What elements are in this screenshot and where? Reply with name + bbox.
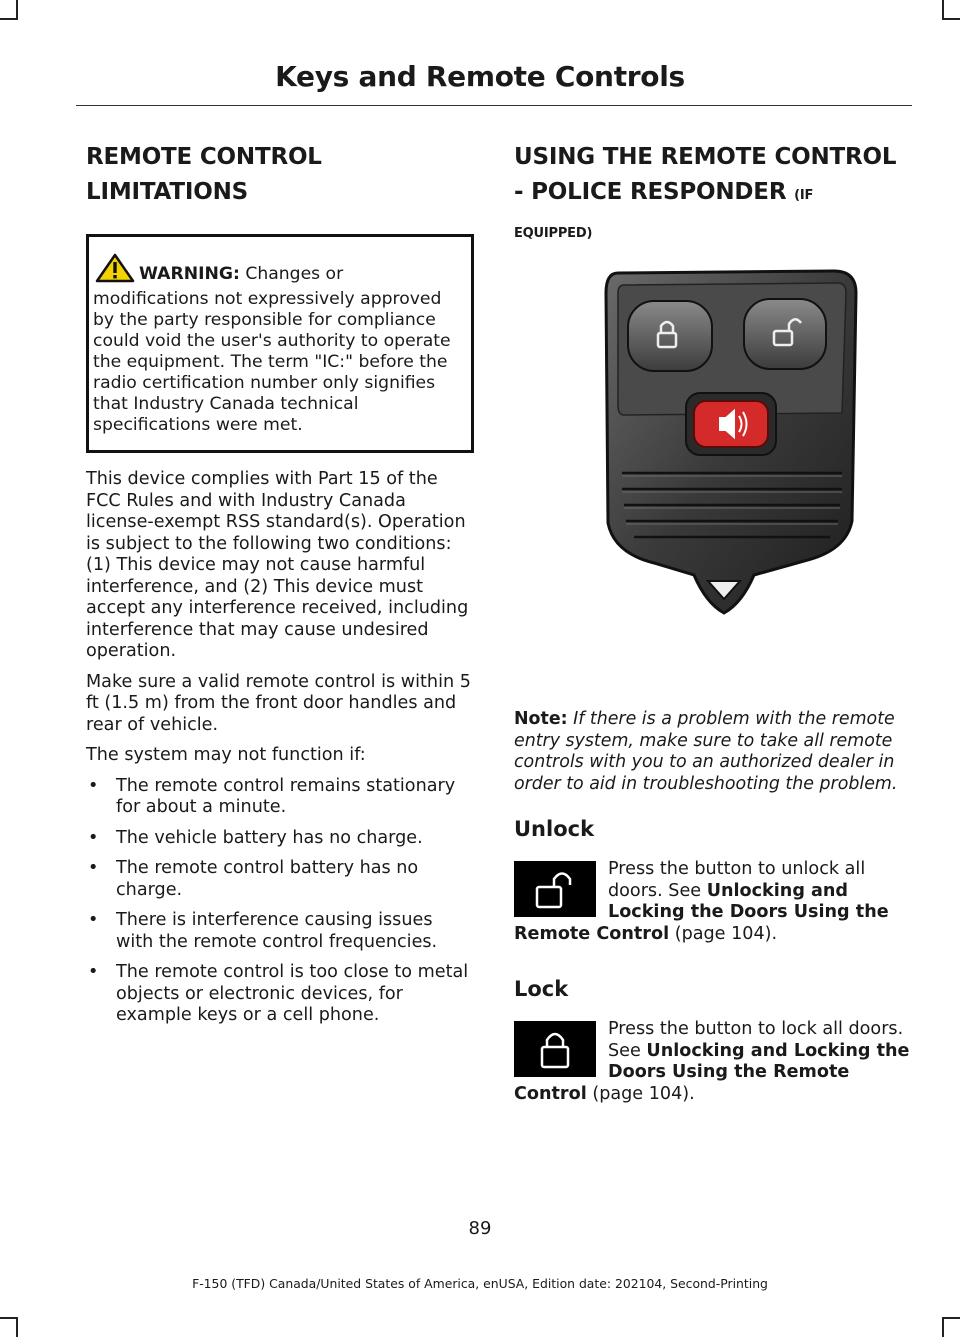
- heading-line: LIMITATIONS: [86, 179, 248, 205]
- crop-mark: [942, 0, 944, 20]
- crop-mark: [16, 0, 18, 20]
- warning-text: Changes or modifications not expressively approved by the party responsible for compliance could void the user's authority to operate the equipment. The term "IC:" before the radio certification number only signifies that Industry Canada technical specifications were met.: [93, 264, 451, 435]
- bullet-glyph: •: [88, 775, 99, 796]
- unlock-description: [514, 859, 910, 945]
- bullet-glyph: •: [88, 910, 99, 930]
- unlock-padlock-icon: [514, 861, 596, 917]
- lock-description: [514, 1019, 910, 1105]
- right-column: [514, 140, 910, 1135]
- list-item: [86, 910, 474, 953]
- note: [514, 709, 910, 795]
- crop-mark: [944, 1317, 960, 1319]
- bullet-glyph: •: [88, 858, 99, 878]
- list-item: [86, 962, 474, 1027]
- bullet-glyph: •: [88, 962, 99, 982]
- list-item: [86, 776, 474, 819]
- crop-mark: [16, 1317, 18, 1337]
- unlock-heading: Unlock: [514, 817, 595, 841]
- left-column: [86, 140, 474, 1036]
- lock-reference-link[interactable]: Unlocking and Locking the Doors Using the Remote Control: [514, 1040, 910, 1104]
- note-label: Note:: [514, 709, 568, 729]
- warning-triangle-icon: [95, 253, 135, 289]
- crop-mark: [0, 1317, 16, 1319]
- header-divider: [76, 105, 912, 106]
- lock-padlock-icon: [514, 1021, 596, 1077]
- lock-page-ref: (page 104).: [586, 1083, 695, 1104]
- note-text: If there is a problem with the remote entry system, make sure to take all remote controls with you to an authorized dealer in order to aid in troubleshooting the problem.: [514, 709, 898, 794]
- paragraph: Make sure a valid remote control is within 5 ft (1.5 m) from the front door handles and rear of vehicle.: [86, 671, 471, 735]
- section-heading-limitations: [86, 140, 474, 210]
- list-item-text: The remote control remains stationary for about a minute.: [116, 775, 456, 817]
- paragraph: This device complies with Part 15 of the FCC Rules and with Industry Canada license-exempt RSS standard(s). Operation is subject to the following two conditions: (1) This device may not cause harmful interference, and (2) This device must accept any interference received, including interference that may cause undesired operation.: [86, 469, 469, 661]
- lock-text: Press the button to lock all doors. See: [608, 1019, 904, 1061]
- warning-box: [86, 234, 474, 453]
- condition-list: [86, 776, 474, 1027]
- list-item-text: There is interference causing issues with the remote control frequencies.: [116, 910, 438, 952]
- crop-mark: [944, 18, 960, 20]
- heading-line: REMOTE CONTROL: [86, 144, 322, 170]
- unlock-page-ref: (page 104).: [669, 923, 778, 944]
- list-item: [86, 828, 474, 850]
- heading-suffix: (IF: [794, 188, 814, 203]
- remote-key-fob-illustration: [514, 257, 910, 697]
- heading-suffix: EQUIPPED): [514, 226, 593, 241]
- bullet-glyph: •: [88, 827, 99, 848]
- crop-mark: [0, 18, 16, 20]
- page-number: 89: [468, 1218, 492, 1239]
- lock-heading: Lock: [514, 977, 569, 1001]
- page-header-title: Keys and Remote Controls: [275, 60, 685, 93]
- edition-footer: F-150 (TFD) Canada/United States of America, enUSA, Edition date: 202104, Second-Printing: [192, 1276, 768, 1291]
- crop-mark: [942, 1317, 944, 1337]
- list-item-text: The vehicle battery has no charge.: [116, 827, 423, 848]
- unlock-text: Press the button to unlock all doors. See: [608, 859, 866, 901]
- heading-line: - POLICE RESPONDER: [514, 179, 787, 205]
- unlock-reference-link[interactable]: Unlocking and Locking the Doors Using the Remote Control: [514, 880, 889, 944]
- list-item: [86, 858, 474, 901]
- list-item-text: The remote control battery has no charge.: [116, 858, 419, 900]
- section-heading-police-responder: [514, 140, 910, 251]
- heading-line: USING THE REMOTE CONTROL: [514, 144, 897, 170]
- warning-label: WARNING:: [139, 264, 240, 284]
- paragraph: The system may not function if:: [86, 745, 366, 765]
- list-item-text: The remote control is too close to metal objects or electronic devices, for example keys or a cell phone.: [116, 962, 469, 1025]
